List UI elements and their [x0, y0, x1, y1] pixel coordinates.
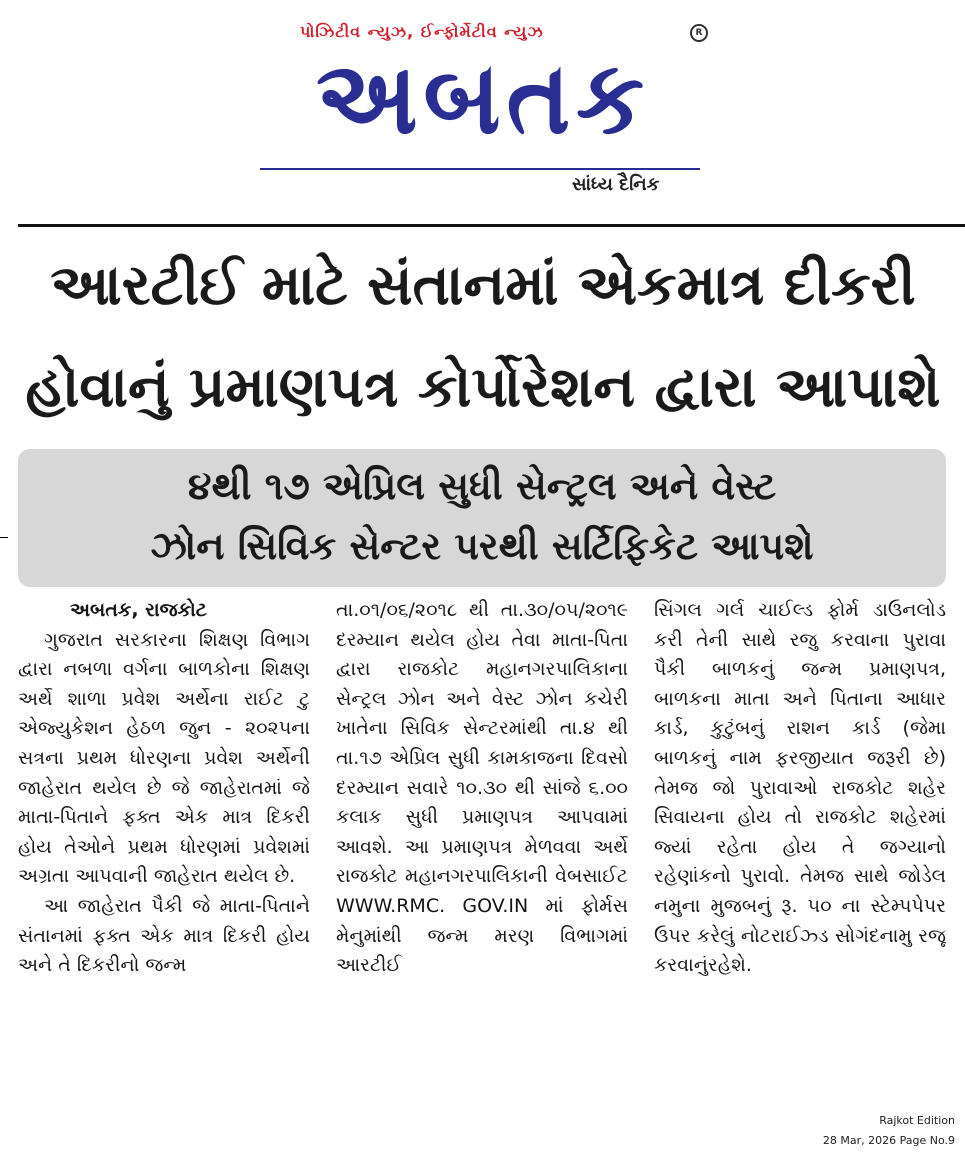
tagline: પોઝિટીવ ન્યુઝ, ઈન્ફોર્મેટીવ ન્યુઝ	[300, 22, 544, 41]
headline-line-2: હોવાનું પ્રમાણપત્ર કોર્પોરેશન દ્વારા આપાશે	[25, 355, 941, 420]
article-paragraph: આ જાહેરાત પૈકી જે માતા-પિતાને સંતાનમાં ફક્ત એક માત્ર દિકરી હોય અને તે દિકરીનો જન્મ	[18, 894, 310, 977]
dateline: અબતક, રાજકોટ	[70, 599, 207, 621]
newspaper-logo: અબતક	[316, 39, 650, 157]
logo-underline	[260, 168, 700, 170]
headline-line-1: આરટીઈ માટે સંતાનમાં એકમાત્ર દીકરી	[50, 253, 916, 318]
registered-mark-icon: R	[690, 24, 708, 42]
article-paragraph: તા.૦૧/૦૬/૨૦૧૮ થી તા.૩૦/૦૫/૨૦૧૯ દરમ્યાન થયેલ હોય તેવા માતા-પિતા દ્વારા રાજકોટ મહાનગરપાલિકાના સેન્ટ્રલ ઝોન અને વેસ્ટ ઝોન કચેરી ખાતેના સિવિક સેન્ટરમાંથી તા.૪ થી તા.૧૭ એપ્રિલ સુધી કામકાજના દિવસો દરમ્યાન સવારે ૧૦.૩૦ થી સાંજે ૬.૦૦ કલાક સુધી પ્રમાણપત્ર આપવામાં આવશે. આ પ્રમાણપત્ર મેળવવા અર્થે રાજકોટ મહાનગરપાલિકાની વેબસાઈટ WWW.RMC. GOV.IN માં ફોર્મસ મેનુમાંથી જન્મ મરણ વિભાગમાં આરટીઈ	[336, 599, 628, 977]
article-column-2	[336, 596, 628, 1116]
masthead	[0, 0, 965, 215]
article-paragraph: સિંગલ ગર્લ ચાઈલ્ડ ફોર્મ ડાઉનલોડ કરી તેની સાથે રજુ કરવાના પુરાવા પૈકી બાળકનું જન્મ પ્રમાણપત્ર, બાળકના માતા અને પિતાના આધાર કાર્ડ, કુટુંબનું રાશન કાર્ડ (જેમા બાળકનું નામ ફરજીયાત જરૂરી છે) તેમજ જો પુરાવાઓ રાજકોટ શહેર સિવાયના હોય તો રાજકોટ શહેરમાં જ્યાં રહેતા હોય તે જગ્યાનો રહેણાંકનો પુરાવો. તેમજ સાથે જોડેલ નમુના મુજબનું રૂ. ૫૦ ના સ્ટેમ્પપેપર ઉપર કરેલું નોટરાઈઝ્ડ સોગંદનામુ રજૂ કરવાનુંરહેશે.	[654, 599, 946, 977]
subheadline-line-1: ૪થી ૧૭ એપ્રિલ સુધી સેન્ટ્રલ અને વેસ્ટ	[187, 464, 777, 508]
edition-label: Rajkot Edition	[879, 1114, 955, 1127]
cut-mark	[0, 537, 8, 538]
date-page-label: 28 Mar, 2026 Page No.9	[822, 1134, 955, 1147]
subheadline-box	[18, 449, 946, 587]
subheadline-line-2: ઝોન સિવિક સેન્ટર પરથી સર્ટિફિકેટ આપશે	[150, 524, 814, 568]
article-column-3	[654, 596, 946, 1116]
newspaper-subtitle: સાંધ્ય દૈનિક	[572, 174, 660, 195]
top-rule	[18, 224, 965, 227]
article-paragraph: ગુજરાત સરકારના શિક્ષણ વિભાગ દ્વારા નબળા વર્ગના બાળકોના શિક્ષણ અર્થે શાળા પ્રવેશ અર્થેના રાઈટ ટુ એજ્યુકેશન હેઠળ જુન - ૨૦૨૫ના સત્રના પ્રથમ ધોરણના પ્રવેશ અર્થેની જાહેરાત થયેલ છે જે જાહેરાતમાં જે માતા-પિતાને ફક્ત એક માત્ર દિકરી હોય તેઓને પ્રથમ ધોરણમાં પ્રવેશમાં અગ્રતા આપવાની જાહેરાત થયેલ છે.	[18, 628, 310, 888]
article-column-1	[18, 596, 310, 1116]
